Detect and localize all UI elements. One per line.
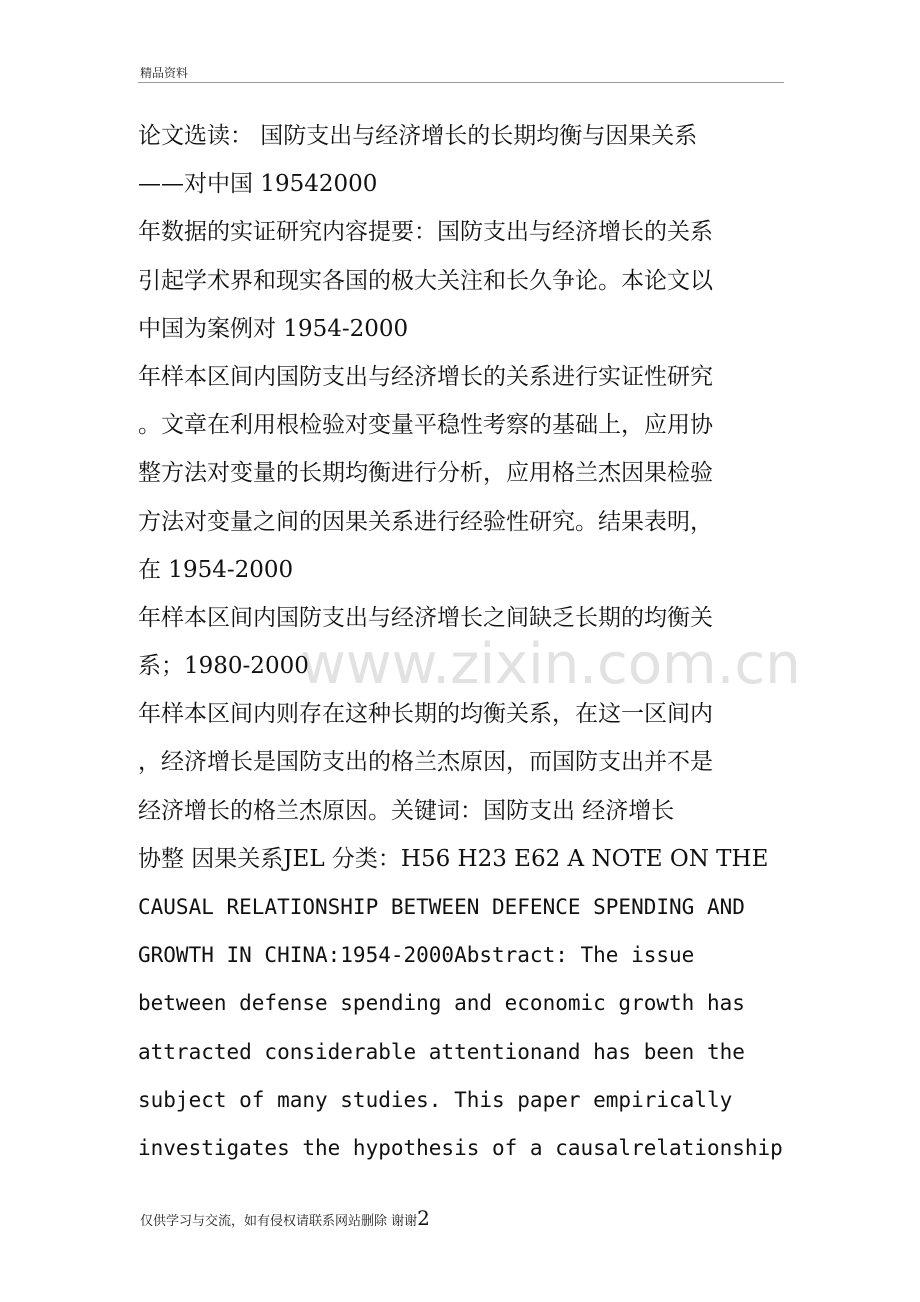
text-line: 方法对变量之间的因果关系进行经验性研究。结果表明，	[138, 508, 713, 535]
text-line: 中国为案例对 1954-2000	[138, 315, 409, 342]
text-line: 系；1980-2000	[138, 653, 309, 680]
text-line: 经济增长的格兰杰原因。关键词：国防支出 经济增长	[138, 797, 675, 824]
text-line: 论文选读： 国防支出与经济增长的长期均衡与因果关系	[138, 123, 698, 149]
text-line: subject of many studies. This paper empirically	[138, 1087, 733, 1112]
text-line: between defense spending and economic growth has	[138, 991, 745, 1016]
footer-note: 仅供学习与交流，如有侵权请联系网站删除 谢谢	[140, 1214, 418, 1229]
page-number: 2	[417, 1206, 430, 1230]
text-line: 年数据的实证研究内容提要：国防支出与经济增长的关系	[138, 219, 713, 246]
text-line: 引起学术界和现实各国的极大关注和长久争论。本论文以	[138, 267, 713, 294]
text-line: 年样本区间内国防支出与经济增长的关系进行实证性研究	[138, 363, 713, 390]
article-body	[138, 112, 783, 1172]
footer	[140, 1206, 430, 1230]
text-line: attracted considerable attentionand has been the	[138, 1039, 745, 1064]
header-label: 精品资料	[140, 66, 189, 80]
text-line: ，经济增长是国防支出的格兰杰原因，而国防支出并不是	[138, 749, 713, 776]
text-line: 。文章在利用根检验对变量平稳性考察的基础上，应用协	[138, 412, 713, 439]
text-line: ——对中国 19542000	[138, 171, 378, 198]
text-line: 协整 因果关系JEL 分类：H56 H23 E62 A NOTE ON THE	[138, 845, 769, 872]
text-line: 年样本区间内国防支出与经济增长之间缺乏长期的均衡关	[138, 604, 713, 631]
text-line: CAUSAL RELATIONSHIP BETWEEN DEFENCE SPENDING AND	[138, 895, 745, 919]
text-line: GROWTH IN CHINA:1954-2000Abstract: The issue	[138, 943, 695, 968]
text-line: 整方法对变量的长期均衡进行分析，应用格兰杰因果检验	[138, 460, 713, 487]
text-line: 年样本区间内则存在这种长期的均衡关系，在这一区间内	[138, 701, 713, 728]
header-divider	[138, 82, 784, 83]
watermark: www.zixin.com.cn	[300, 632, 801, 697]
text-line: 在 1954-2000	[138, 556, 294, 583]
text-line: investigates the hypothesis of a causalrelationship	[138, 1135, 783, 1160]
